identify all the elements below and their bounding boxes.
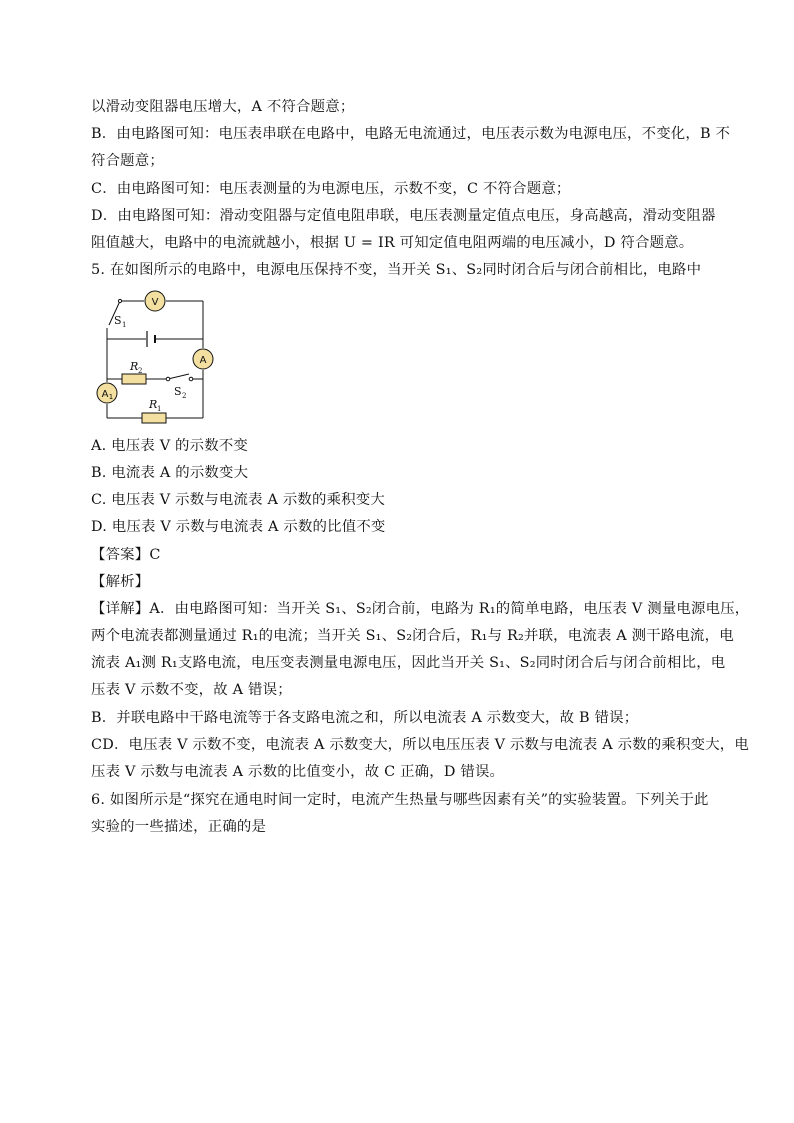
- resistor-r2-label: R: [130, 360, 139, 373]
- analysis-line: 【详解】A．由电路图可知：当开关 S₁、S₂闭合前，电路为 R₁的简单电路，电压表 V 测量电源电压，: [91, 601, 750, 617]
- circuit-diagram: [88, 286, 218, 424]
- switch-s2-sub: 2: [182, 392, 187, 400]
- text-line: B．由电路图可知：电压表串联在电路中，电路无电流通过，电压表示数为电源电压，不变化，B 不: [91, 126, 731, 142]
- circuit-svg: [88, 286, 218, 424]
- analysis-line: 两个电流表都测量通过 R₁的电流；当开关 S₁、S₂闭合后，R₁与 R₂并联，电流表 A 测干路电流，电: [91, 628, 734, 644]
- text-line: 阻值越大，电路中的电流就越小，根据 U = IR 可知定值电阻两端的电压减小，D 符合题意。: [91, 235, 694, 251]
- switch-s2-contact: [189, 377, 193, 381]
- option-b: B. 电流表 A 的示数变大: [91, 465, 249, 481]
- switch-s2-pivot: [166, 377, 170, 381]
- ammeter-a1-sub: 1: [108, 393, 114, 401]
- resistor-r1: [142, 413, 166, 423]
- question-6-stem: 6. 如图所示是“探究在通电时间一定时，电流产生热量与哪些因素有关”的实验装置。下列关于此: [91, 792, 709, 808]
- text-line: C．由电路图可知：电压表测量的为电源电压，示数不变，C 不符合题意；: [91, 181, 571, 197]
- resistor-r1-label: R: [149, 398, 158, 411]
- option-a: A. 电压表 V 的示数不变: [91, 438, 249, 454]
- resistor-r2: [122, 374, 146, 384]
- text-line: 以滑动变阻器电压增大，A 不符合题意；: [91, 99, 355, 115]
- text-line: D．由电路图可知：滑动变阻器与定值电阻串联，电压表测量定值点电压，身高越高，滑动变阻器: [91, 208, 716, 224]
- ammeter-a1-label: A: [101, 389, 109, 400]
- analysis-line: 压表 V 示数不变，故 A 错误；: [91, 682, 292, 698]
- voltmeter-label: V: [151, 297, 159, 308]
- text-line: 符合题意；: [91, 153, 164, 169]
- analysis-label: 【解析】: [91, 574, 150, 590]
- question-6-stem: 实验的一些描述，正确的是: [91, 819, 267, 835]
- question-5-stem: 5. 在如图所示的电路中，电源电压保持不变，当开关 S₁、S₂同时闭合后与闭合前相比，电路中: [91, 262, 702, 278]
- switch-s1-pivot: [118, 299, 121, 302]
- option-d: D. 电压表 V 示数与电流表 A 示数的比值不变: [91, 519, 386, 535]
- resistor-r1-sub: 1: [157, 405, 162, 413]
- analysis-line: B．并联电路中干路电流等于各支路电流之和，所以电流表 A 示数变大，故 B 错误；: [91, 710, 639, 726]
- switch-s1-label: S: [114, 314, 122, 327]
- resistor-r2-sub: 2: [138, 367, 143, 375]
- option-c: C. 电压表 V 示数与电流表 A 示数的乘积变大: [91, 492, 385, 508]
- switch-s1-sub: 1: [122, 321, 127, 329]
- analysis-line: CD．电压表 V 示数不变，电流表 A 示数变大，所以电压压表 V 示数与电流表 A 示数的乘积变大，电: [91, 737, 749, 753]
- switch-s2-lever: [168, 374, 189, 379]
- analysis-line: 压表 V 示数与电流表 A 示数的比值变小，故 C 正确，D 错误。: [91, 764, 505, 780]
- switch-s2-label: S: [174, 385, 182, 398]
- answer-label: 【答案】C: [91, 547, 161, 563]
- analysis-line: 流表 A₁测 R₁支路电流，电压变表测量电源电压，因此当开关 S₁、S₂同时闭合后与闭合前相比，电: [91, 655, 726, 671]
- ammeter-a-label: A: [199, 355, 207, 366]
